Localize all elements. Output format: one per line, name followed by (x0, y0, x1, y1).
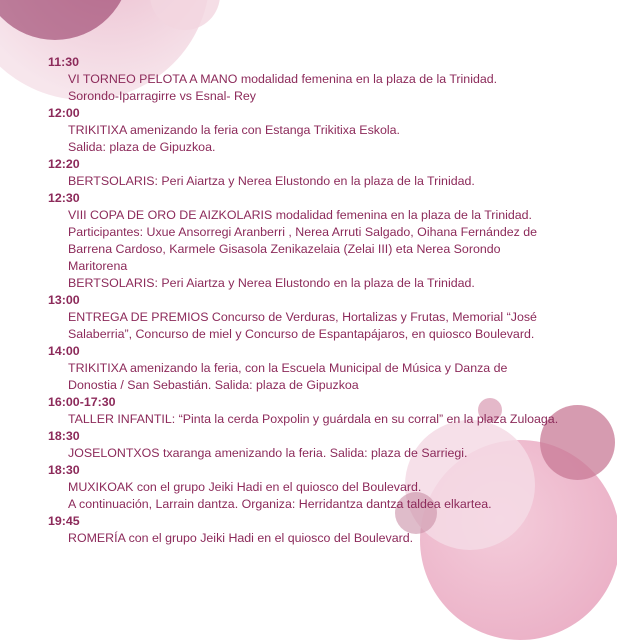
entry-time: 14:00 (48, 344, 80, 358)
entry-line: TRIKITIXA amenizando la feria, con la Escuela Municipal de Música y Danza de (68, 361, 508, 375)
entry-line: TRIKITIXA amenizando la feria con Estanga Trikitixa Eskola. (68, 123, 400, 137)
entry-line: Sorondo-Iparragirre vs Esnal- Rey (68, 89, 257, 103)
entry-line: JOSELONTXOS txaranga amenizando la feria. Salida: plaza de Sarriegi. (68, 446, 468, 460)
schedule-entry (48, 156, 608, 190)
entry-line: ROMERÍA con el grupo Jeiki Hadi en el quiosco del Boulevard. (68, 531, 414, 545)
schedule-entry (48, 394, 608, 428)
schedule-entry (48, 190, 608, 292)
entry-time: 12:00 (48, 106, 80, 120)
schedule-list (48, 54, 608, 547)
entry-line: BERTSOLARIS: Peri Aiartza y Nerea Elustondo en la plaza de la Trinidad. (68, 276, 475, 290)
entry-time: 11:30 (48, 55, 80, 69)
schedule-entry (48, 462, 608, 513)
entry-time: 18:30 (48, 463, 80, 477)
entry-line: ENTREGA DE PREMIOS Concurso de Verduras, Hortalizas y Frutas, Memorial “José (68, 310, 537, 324)
entry-line: VIII COPA DE ORO DE AIZKOLARIS modalidad femenina en la plaza de la Trinidad. (68, 208, 532, 222)
entry-line: Donostia / San Sebastián. Salida: plaza de Gipuzkoa (68, 378, 359, 392)
schedule-entry (48, 428, 608, 462)
entry-time: 12:30 (48, 191, 80, 205)
entry-line: Participantes: Uxue Ansorregi Aranberri , Nerea Arruti Salgado, Oihana Fernández de (68, 225, 538, 239)
entry-line: A continuación, Larrain dantza. Organiza: Herridantza dantza taldea elkartea. (68, 497, 492, 511)
schedule-entry (48, 292, 608, 343)
entry-time: 12:20 (48, 157, 80, 171)
entry-time: 13:00 (48, 293, 80, 307)
schedule-entry (48, 513, 608, 547)
schedule-entry (48, 105, 608, 156)
entry-line: Salaberria”, Concurso de miel y Concurso de Espantapájaros, en quiosco Boulevard. (68, 327, 535, 341)
schedule-entry (48, 54, 608, 105)
entry-line: Salida: plaza de Gipuzkoa. (68, 140, 216, 154)
entry-time: 19:45 (48, 514, 80, 528)
entry-line: MUXIKOAK con el grupo Jeiki Hadi en el quiosco del Boulevard. (68, 480, 422, 494)
entry-line: Maritorena (68, 259, 128, 273)
entry-time: 16:00-17:30 (48, 395, 116, 409)
entry-line: Barrena Cardoso, Karmele Gisasola Zenikazelaia (Zelai III) eta Nerea Sorondo (68, 242, 501, 256)
entry-time: 18:30 (48, 429, 80, 443)
entry-line: BERTSOLARIS: Peri Aiartza y Nerea Elustondo en la plaza de la Trinidad. (68, 174, 475, 188)
entry-line: VI TORNEO PELOTA A MANO modalidad femenina en la plaza de la Trinidad. (68, 72, 498, 86)
entry-line: TALLER INFANTIL: “Pinta la cerda Poxpolin y guárdala en su corral” en la plaza Zuloaga. (68, 412, 559, 426)
schedule-entry (48, 343, 608, 394)
